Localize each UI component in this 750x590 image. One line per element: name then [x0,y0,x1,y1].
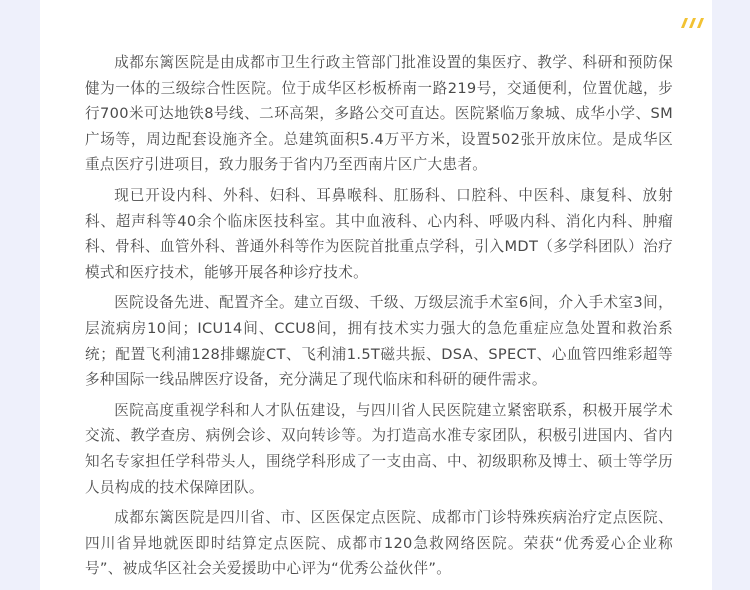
paragraph-equipment: 医院设备先进、配置齐全。建立百级、千级、万级层流手术室6间，介入手术室3间，层流病房10间；ICU14间、CCU8间，拥有技术实力强大的急危重症应急处置和救治系统；配置飞利浦128排螺旋CT、飞利浦1.5T磁共振、DSA、SPECT、心血管四维彩超等多种国际一线品牌医疗设备，充分满足了现代临床和科研的硬件需求。 [85,294,673,389]
paragraph-departments: 现已开设内科、外科、妇科、耳鼻喉科、肛肠科、口腔科、中医科、康复科、放射科、超声科等40余个临床医技科室。其中血液科、心内科、呼吸内科、消化内科、肿瘤科、骨科、血管外科、普通外科等作为医院首批重点学科，引入MDT（多学科团队）治疗模式和医疗技术，能够开展各种诊疗技术。 [85,186,673,281]
paragraph-overview: 成都东篱医院是由成都市卫生行政主管部门批准设置的集医疗、教学、科研和预防保健为一体的三级综合性医院。位于成华区杉板桥南一路219号，交通便利，位置优越，步行700米可达地铁8号线、二环高架，多路公交可直达。医院紧临万象城、成华小学、SM广场等，周边配套设施齐全。总建筑面积5.4万平方米，设置502张开放床位。是成华区重点医疗引进项目，致力服务于省内乃至西南片区广大患者。 [85,54,673,174]
paragraph-talent: 医院高度重视学科和人才队伍建设，与四川省人民医院建立紧密联系，积极开展学术交流、教学查房、病例会诊、双向转诊等。为打造高水准专家团队，积极引进国内、省内知名专家担任学科带头人，围绕学科形成了一支由高、中、初级职称及博士、硕士等学历人员构成的技术保障团队。 [85,401,673,496]
hospital-introduction [85,50,673,587]
article-card [40,0,712,590]
paragraph-certifications: 成都东篱医院是四川省、市、区医保定点医院、成都市门诊特殊疾病治疗定点医院、四川省异地就医即时结算定点医院、成都市120急救网络医院。荣获“优秀爱心企业称号”、被成华区社会关爱援助中心评为“优秀公益伙伴”。 [85,509,673,578]
slash-decoration-icon [678,18,706,28]
